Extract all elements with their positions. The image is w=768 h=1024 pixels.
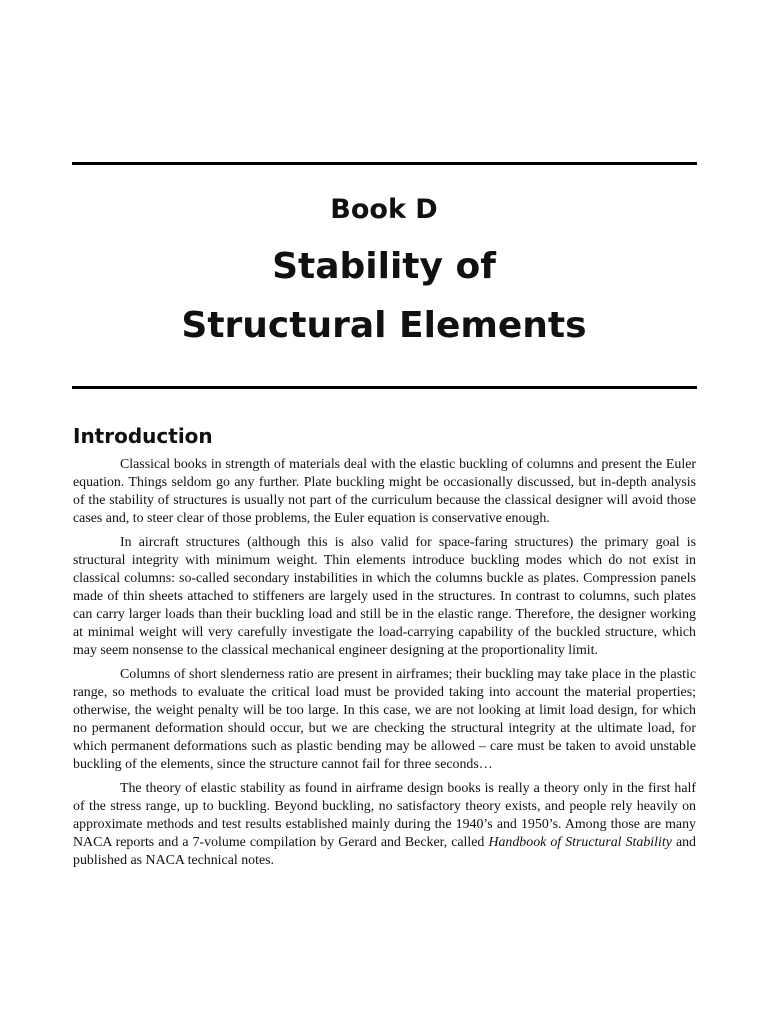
title-line-1: Stability of <box>272 246 496 287</box>
paragraph-2: In aircraft structures (although this is also valid for space-faring structures) the primary goal is structural integrity with minimum weight. Thin elements introduce buckling modes which do not exist in classical columns: so-called secondary instabilities in which the columns buckle as plates. Compression panels made of thin sheets attached to stiffeners are largely used in the structures. In contrast to columns, such plates can carry larger loads than their buckling load and still be in the elastic range. Therefore, the designer working at minimal weight will very carefully investigate the load-carrying capability of the buckled structure, which may seem nonsense to the classical mechanical engineer designing at the proportionality limit. <box>73 535 696 658</box>
top-rule <box>72 162 697 165</box>
paragraph-3: Columns of short slenderness ratio are present in airframes; their buckling may take place in the plastic range, so methods to evaluate the critical load must be provided taking into account the material properties; otherwise, the weight penalty will be too large. In this case, we are not looking at limit load design, for which no permanent deformation should occur, but we are checking the structural integrity at the ultimate load, for which permanent deformations such as plastic bending may be allowed – care must be taken to avoid unstable buckling of the elements, since the structure cannot fail for three seconds… <box>73 667 696 772</box>
paragraph-1: Classical books in strength of materials deal with the elastic buckling of columns and present the Euler equation. Things seldom go any further. Plate buckling might be occasionally discussed, but in-depth analysis of the stability of structures is usually not part of the curriculum because the classical designer will avoid those cases and, to steer clear of those problems, the Euler equation is conservative enough. <box>73 457 696 526</box>
paragraph-4-text-before: The theory of elastic stability as found in airframe design books is really a theory only in the first half of the stress range, up to buckling. Beyond buckling, no satisfactory theory exists, and people rely heavily on approximate methods and test results established mainly during the 1940’s and 1950’s. Among those are many NACA reports and a 7-volume compilation by Gerard and Becker, called <box>73 781 696 850</box>
body-text <box>73 456 696 876</box>
title-line-2: Structural Elements <box>181 305 587 346</box>
book-label: Book D <box>330 194 438 225</box>
bottom-rule <box>72 386 697 389</box>
paragraph-4-text-after: and published as NACA technical notes. <box>73 835 696 868</box>
section-heading: Introduction <box>73 424 213 448</box>
paragraph-4 <box>73 780 696 870</box>
book-title-reference: Handbook of Structural Stability <box>488 835 672 850</box>
